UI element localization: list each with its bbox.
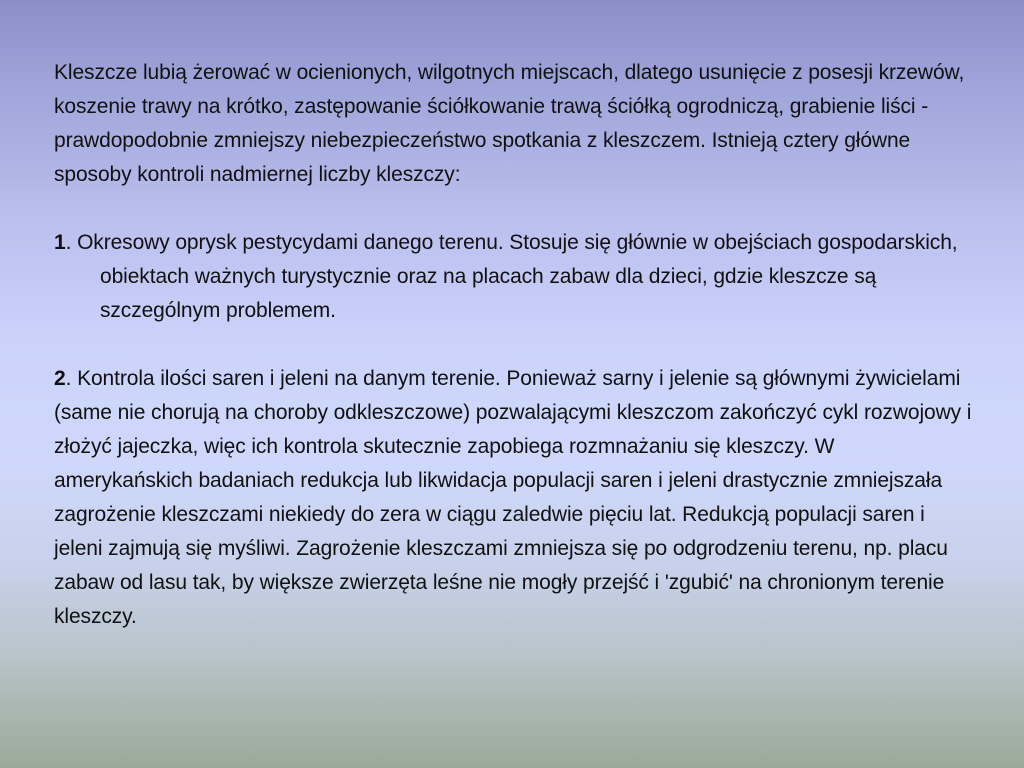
intro-paragraph: Kleszcze lubią żerować w ocienionych, wilgotnych miejscach, dlatego usunięcie z posesji krzewów, koszenie trawy na krótko, zastępowanie ściółkowanie trawą ściółką ogrodniczą, grabienie liści - prawdopodobnie zmniejszy niebezpieczeństwo spotkania z kleszczem. Istnieją cztery główne sposoby kontroli nadmiernej liczby kleszczy:	[54, 61, 965, 186]
paragraph-spacer	[54, 192, 974, 226]
list-item-2-number: 2	[54, 367, 66, 390]
list-item-2-text: . Kontrola ilości saren i jeleni na danym terenie. Ponieważ sarny i jelenie są głównymi żywicielami (same nie chorują na choroby odkleszczowe) pozwalającymi kleszczom zakończyć cykl rozwojowy i złożyć jajeczka, więc ich kontrola skutecznie zapobiega rozmnażaniu się kleszczy. W amerykańskich badaniach redukcja lub likwidacja populacji saren i jeleni drastycznie zmniejszała zagrożenie kleszczami niekiedy do zera w ciągu zaledwie pięciu lat. Redukcją populacji saren i jeleni zajmują się myśliwi. Zagrożenie kleszczami zmniejsza się po odgrodzeniu terenu, np. placu zabaw od lasu tak, by większe zwierzęta leśne nie mogły przejść i 'zgubić' na chronionym terenie kleszczy.	[54, 367, 972, 628]
list-item-1	[54, 226, 974, 328]
slide-text-body	[54, 56, 974, 634]
paragraph-spacer	[54, 328, 974, 362]
list-item-2	[54, 362, 974, 634]
list-item-1-number: 1	[54, 231, 66, 254]
list-item-1-text: . Okresowy oprysk pestycydami danego terenu. Stosuje się głównie w obejściach gospodarskich, obiektach ważnych turystycznie oraz na placach zabaw dla dzieci, gdzie kleszcze są szczególnym problemem.	[65, 231, 958, 322]
